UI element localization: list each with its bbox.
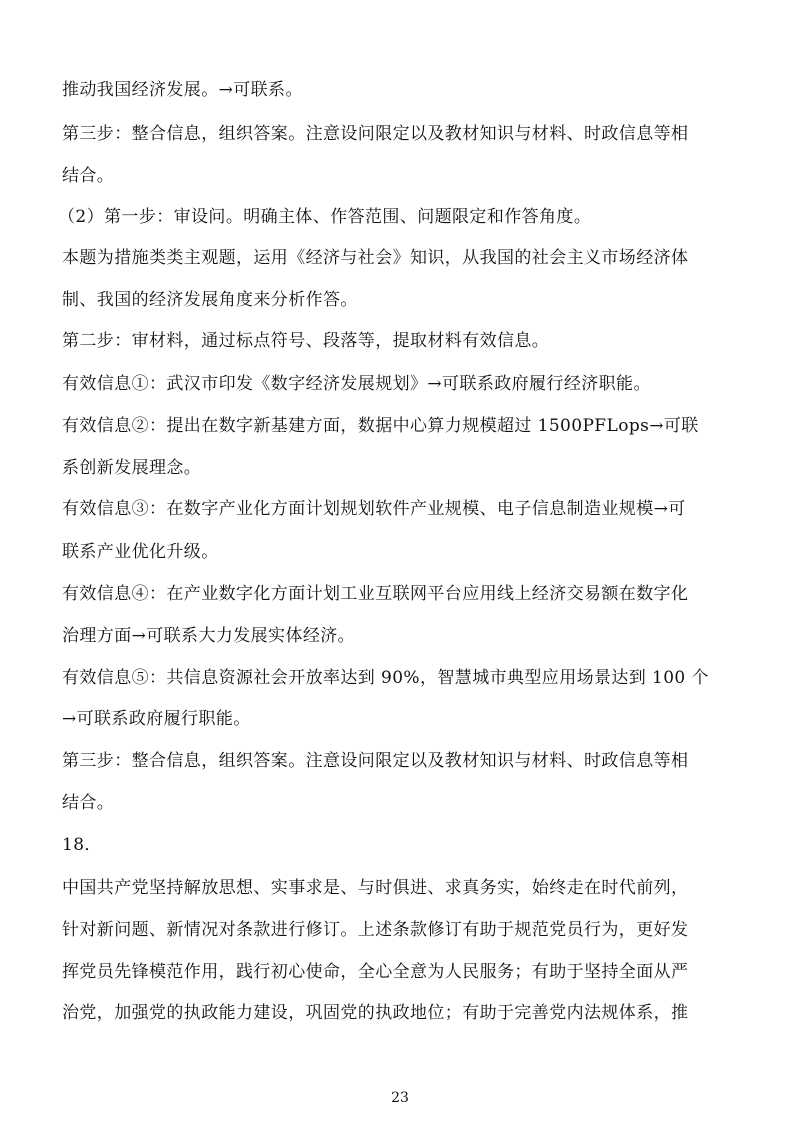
text-line: 结合。: [62, 793, 115, 813]
text-line: 第三步：整合信息，组织答案。注意设问限定以及教材知识与材料、时政信息等相: [62, 124, 689, 144]
text-line: 有效信息⑤：共信息资源社会开放率达到 90%，智慧城市典型应用场景达到 100 个: [62, 668, 709, 688]
text-line: 第三步：整合信息，组织答案。注意设问限定以及教材知识与材料、时政信息等相: [62, 751, 689, 771]
text-line: 制、我国的经济发展角度来分析作答。: [62, 290, 358, 310]
text-line: 联系产业优化升级。: [62, 542, 219, 562]
text-line: 中国共产党坚持解放思想、实事求是、与时俱进、求真务实，始终走在时代前列，: [62, 878, 689, 898]
text-line: 推动我国经济发展。→可联系。: [62, 80, 303, 100]
page-number: 23: [391, 1090, 409, 1106]
text-line: 结合。: [62, 166, 115, 186]
text-line: 有效信息④：在产业数字化方面计划工业互联网平台应用线上经济交易额在数字化: [62, 584, 689, 604]
text-line: 有效信息①：武汉市印发《数字经济发展规划》→可联系政府履行经济职能。: [62, 374, 651, 394]
text-line: （2）第一步：审设问。明确主体、作答范围、问题限定和作答角度。: [58, 207, 592, 227]
text-line: 挥党员先锋模范作用，践行初心使命，全心全意为人民服务；有助于坚持全面从严: [62, 962, 689, 982]
text-line: 有效信息③：在数字产业化方面计划规划软件产业规模、电子信息制造业规模→可: [62, 499, 686, 519]
text-line: 本题为措施类类主观题，运用《经济与社会》知识，从我国的社会主义市场经济体: [62, 248, 689, 268]
text-line: 治党，加强党的执政能力建设，巩固党的执政地位；有助于完善党内法规体系，推: [62, 1003, 689, 1023]
text-line: 有效信息②：提出在数字新基建方面，数据中心算力规模超过 1500PFLops→可联: [62, 416, 699, 436]
text-line: 针对新问题、新情况对条款进行修订。上述条款修订有助于规范党员行为，更好发: [62, 920, 689, 940]
text-line: →可联系政府履行职能。: [62, 709, 251, 729]
text-line: 18．: [62, 835, 102, 855]
text-line: 治理方面→可联系大力发展实体经济。: [62, 626, 356, 646]
text-line: 第二步：审材料，通过标点符号、段落等，提取材料有效信息。: [62, 331, 550, 351]
text-line: 系创新发展理念。: [62, 458, 202, 478]
